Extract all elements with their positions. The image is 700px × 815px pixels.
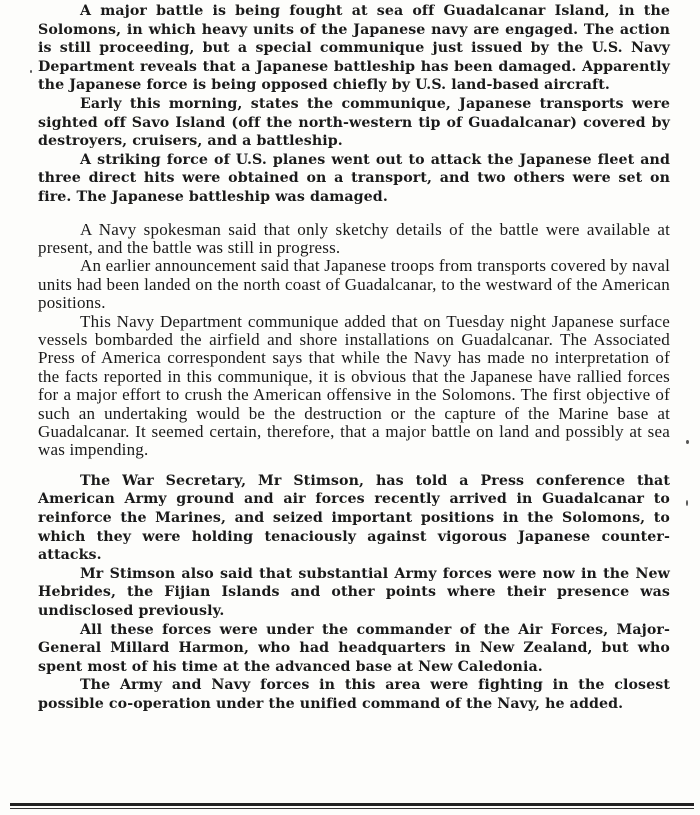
article-section-stimson xyxy=(38,472,670,714)
paragraph: A Navy spokesman said that only sketchy details of the battle were available at present, and the battle was still in progress. xyxy=(38,219,670,257)
article-section-body xyxy=(38,221,670,460)
article-section-lead xyxy=(38,2,670,207)
print-speck xyxy=(30,70,32,73)
article-column xyxy=(38,2,670,714)
paragraph: Mr Stimson also said that substantial Army forces were now in the New Hebrides, the Fijian Islands and other points where their presence was undisclosed previously. xyxy=(38,565,670,619)
paragraph: A striking force of U.S. planes went out to attack the Japanese fleet and three direct hits were obtained on a transport, and two others were set on fire. The Japanese battleship was damaged. xyxy=(38,151,670,205)
bottom-rule-thin xyxy=(10,808,694,809)
section-spacer xyxy=(38,207,670,221)
paragraph: Early this morning, states the communique, Japanese transports were sighted off Savo Island (off the north-western tip of Guadalcanar) covered by destroyers, cruisers, and a battleship. xyxy=(38,95,670,150)
bottom-rule-thick xyxy=(10,803,694,806)
paragraph: An earlier announcement said that Japanese troops from transports covered by naval units had been landed on the north coast of Guadalcanar, to the westward of the American positions. xyxy=(38,256,670,313)
paragraph: This Navy Department communique added that on Tuesday night Japanese surface vessels bombarded the airfield and shore installations on Guadalcanar. The Associated Press of America correspondent says that while the Navy has made no interpretation of the facts reported in this communique, it is obvious that the Japanese have rallied forces for a major effort to crush the American offensive in the Solomons. The first objective of such an undertaking would be the destruction or the capture of the Marine base at Guadalcanar. It seemed certain, therefore, that a major battle on land and possibly at sea was impending. xyxy=(38,311,670,460)
paragraph: The Army and Navy forces in this area were fighting in the closest possible co-operation under the unified command of the Navy, he added. xyxy=(38,677,670,712)
print-speck xyxy=(686,500,688,506)
paragraph: The War Secretary, Mr Stimson, has told a Press conference that American Army ground and air forces recently arrived in Guadalcanar to reinforce the Marines, and seized important positions in the Solomons, to which they were holding tenaciously against vigorous Japanese counter-attacks. xyxy=(38,472,670,564)
paragraph: All these forces were under the commander of the Air Forces, Major-General Millard Harmon, who had headquarters in New Zealand, but who spent most of his time at the advanced base at New Caledonia. xyxy=(38,621,670,675)
print-speck xyxy=(686,440,689,444)
paragraph: A major battle is being fought at sea off Guadalcanar Island, in the Solomons, in which heavy units of the Japanese navy are engaged. The action is still proceeding, but a special communique just issued by the U.S. Navy Department reveals that a Japanese battleship has been damaged. Apparently the Japanese force is being opposed chiefly by U.S. land-based aircraft. xyxy=(38,3,670,94)
section-spacer xyxy=(38,460,670,472)
